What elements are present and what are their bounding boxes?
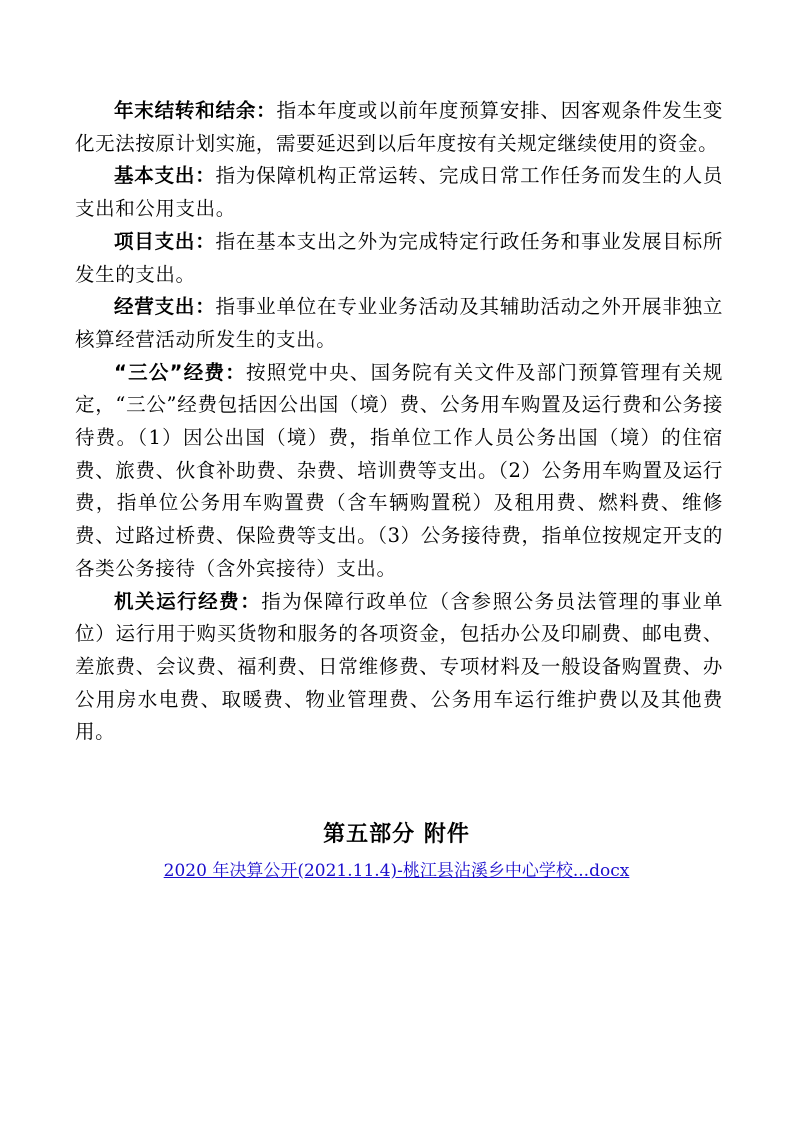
- definition-term: 机关运行经费：: [114, 589, 262, 613]
- definition-text: 指为保障行政单位（含参照公务员法管理的事业单位）运行用于购买货物和服务的各项资金，包括办公及印刷费、邮电费、差旅费、会议费、福利费、日常维修费、专项材料及一般设备购置费、办公用房水电费、取暖费、物业管理费、公务用车运行维护费以及其他费用。: [75, 589, 724, 744]
- definition-term: 经营支出：: [114, 295, 216, 319]
- attachment-link[interactable]: 2020 年决算公开(2021.11.4)-桃江县沾溪乡中心学校...docx: [163, 861, 630, 881]
- definitions-section: [75, 95, 723, 749]
- definition-paragraph-agency-operating-funds: [75, 586, 723, 750]
- definition-term: 项目支出：: [114, 229, 216, 253]
- definition-text: 按照党中央、国务院有关文件及部门预算管理有关规定，“三公”经费包括因公出国（境）费、公务用车购置及运行费和公务接待费。（1）因公出国（境）费，指单位工作人员公务出国（境）的住宿费、旅费、伙食补助费、杂费、培训费等支出。（2）公务用车购置及运行费，指单位公务用车购置费（含车辆购置税）及租用费、燃料费、维修费、过路过桥费、保险费等支出。（3）公务接待费，指单位按规定开支的各类公务接待（含外宾接待）支出。: [75, 360, 723, 580]
- definition-paragraph-operating-expenditure: [75, 291, 723, 356]
- definition-text: 指在基本支出之外为完成特定行政任务和事业发展目标所发生的支出。: [75, 229, 723, 286]
- attachment-row: [0, 858, 793, 884]
- definition-paragraph-project-expenditure: [75, 226, 723, 291]
- definition-paragraph-year-end-balance: [75, 95, 723, 160]
- definition-text: 指事业单位在专业业务活动及其辅助活动之外开展非独立核算经营活动所发生的支出。: [75, 295, 723, 351]
- definition-term: 年末结转和结余：: [114, 99, 277, 122]
- definition-term: 基本支出：: [114, 164, 216, 188]
- section-title: 第五部分 附件: [323, 822, 470, 847]
- definition-text: 指为保障机构正常运转、完成日常工作任务而发生的人员支出和公用支出。: [75, 164, 723, 221]
- definition-text: 指本年度或以前年度预算安排、因客观条件发生变化无法按原计划实施，需要延迟到以后年度按有关规定继续使用的资金。: [75, 99, 723, 155]
- definition-term: “三公”经费：: [114, 360, 247, 384]
- definition-paragraph-basic-expenditure: [75, 160, 723, 225]
- definition-paragraph-three-public-expenses: [75, 357, 723, 586]
